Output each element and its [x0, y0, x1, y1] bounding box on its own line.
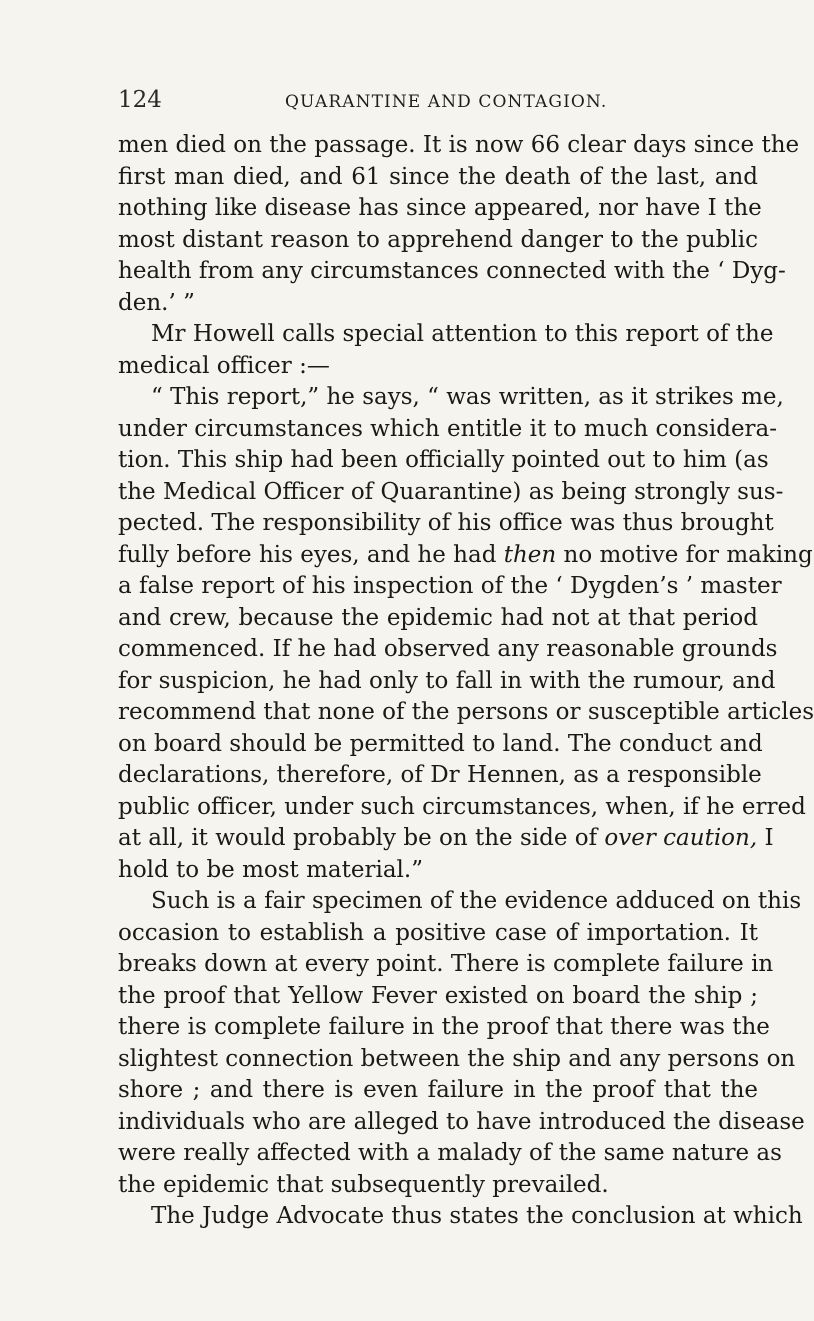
text-line: most distant reason to apprehend danger to the public — [118, 226, 758, 253]
body-text — [118, 130, 814, 1233]
text-line: on board should be permitted to land. The conduct and — [118, 730, 763, 757]
text-line: recommend that none of the persons or susceptible articles — [118, 699, 814, 725]
text-line: and crew, because the epidemic had not at that period — [118, 604, 758, 631]
text-line: there is complete failure in the proof that there was the — [118, 1014, 770, 1040]
text-line: public officer, under such circumstances, when, if he erred — [118, 793, 806, 820]
running-head: QUARANTINE AND CONTAGION. — [285, 92, 608, 112]
text-line: men died on the passage. It is now 66 clear days since the — [118, 132, 800, 158]
text-line: occasion to establish a positive case of importation. It — [118, 919, 758, 946]
text-line: under circumstances which entitle it to much considera- — [118, 415, 778, 442]
text-line: the Medical Officer of Quarantine) as being strongly sus- — [118, 478, 784, 505]
page-number: 124 — [118, 87, 162, 113]
text-line: commenced. If he had observed any reasonable grounds — [118, 636, 778, 662]
text-line: Such is a fair specimen of the evidence adduced on this — [151, 888, 802, 914]
text-line: first man died, and 61 since the death of the last, and — [118, 163, 758, 190]
italic-phrase: over caution, — [604, 825, 758, 851]
text-line: hold to be most material.” — [118, 856, 423, 883]
page-header — [118, 86, 758, 114]
text-line: breaks down at every point. There is complete failure in — [118, 951, 774, 977]
text-line: a false report of his inspection of the ‘ Dygden’s ’ master — [118, 573, 782, 599]
text-line: “ This report,” he says, “ was written, as it strikes me, — [151, 384, 784, 410]
text-line: the proof that Yellow Fever existed on board the ship ; — [118, 982, 758, 1009]
text-line: tion. This ship had been officially pointed out to him (as — [118, 447, 769, 473]
text-line: for suspicion, he had only to fall in with the rumour, and — [118, 667, 776, 694]
text-line: were really affected with a malady of the same nature as — [118, 1140, 782, 1166]
text-line: pected. The responsibility of his office was thus brought — [118, 510, 774, 536]
text-line: nothing like disease has since appeared, nor have I the — [118, 195, 762, 221]
text-line: slightest connection between the ship and any persons on — [118, 1045, 796, 1072]
italic-phrase: then — [503, 541, 557, 568]
text-line: declarations, therefore, of Dr Hennen, as a responsible — [118, 762, 762, 788]
text-line: shore ; and there is even failure in the proof that the — [118, 1077, 758, 1103]
text-line: health from any circumstances connected with the ‘ Dyg- — [118, 258, 786, 284]
text-line: Mr Howell calls special attention to this report of the — [151, 321, 774, 347]
text-line: fully before his eyes, and he had then no motive for making — [118, 541, 813, 568]
text-line: medical officer :— — [118, 352, 330, 379]
text-line: at all, it would probably be on the side of over caution, I — [118, 825, 774, 851]
text-line: the epidemic that subsequently prevailed. — [118, 1171, 609, 1198]
text-line: The Judge Advocate thus states the conclusion at which — [151, 1203, 803, 1229]
text-line: individuals who are alleged to have introduced the disease — [118, 1108, 805, 1135]
text-line: den.’ ” — [118, 289, 195, 316]
